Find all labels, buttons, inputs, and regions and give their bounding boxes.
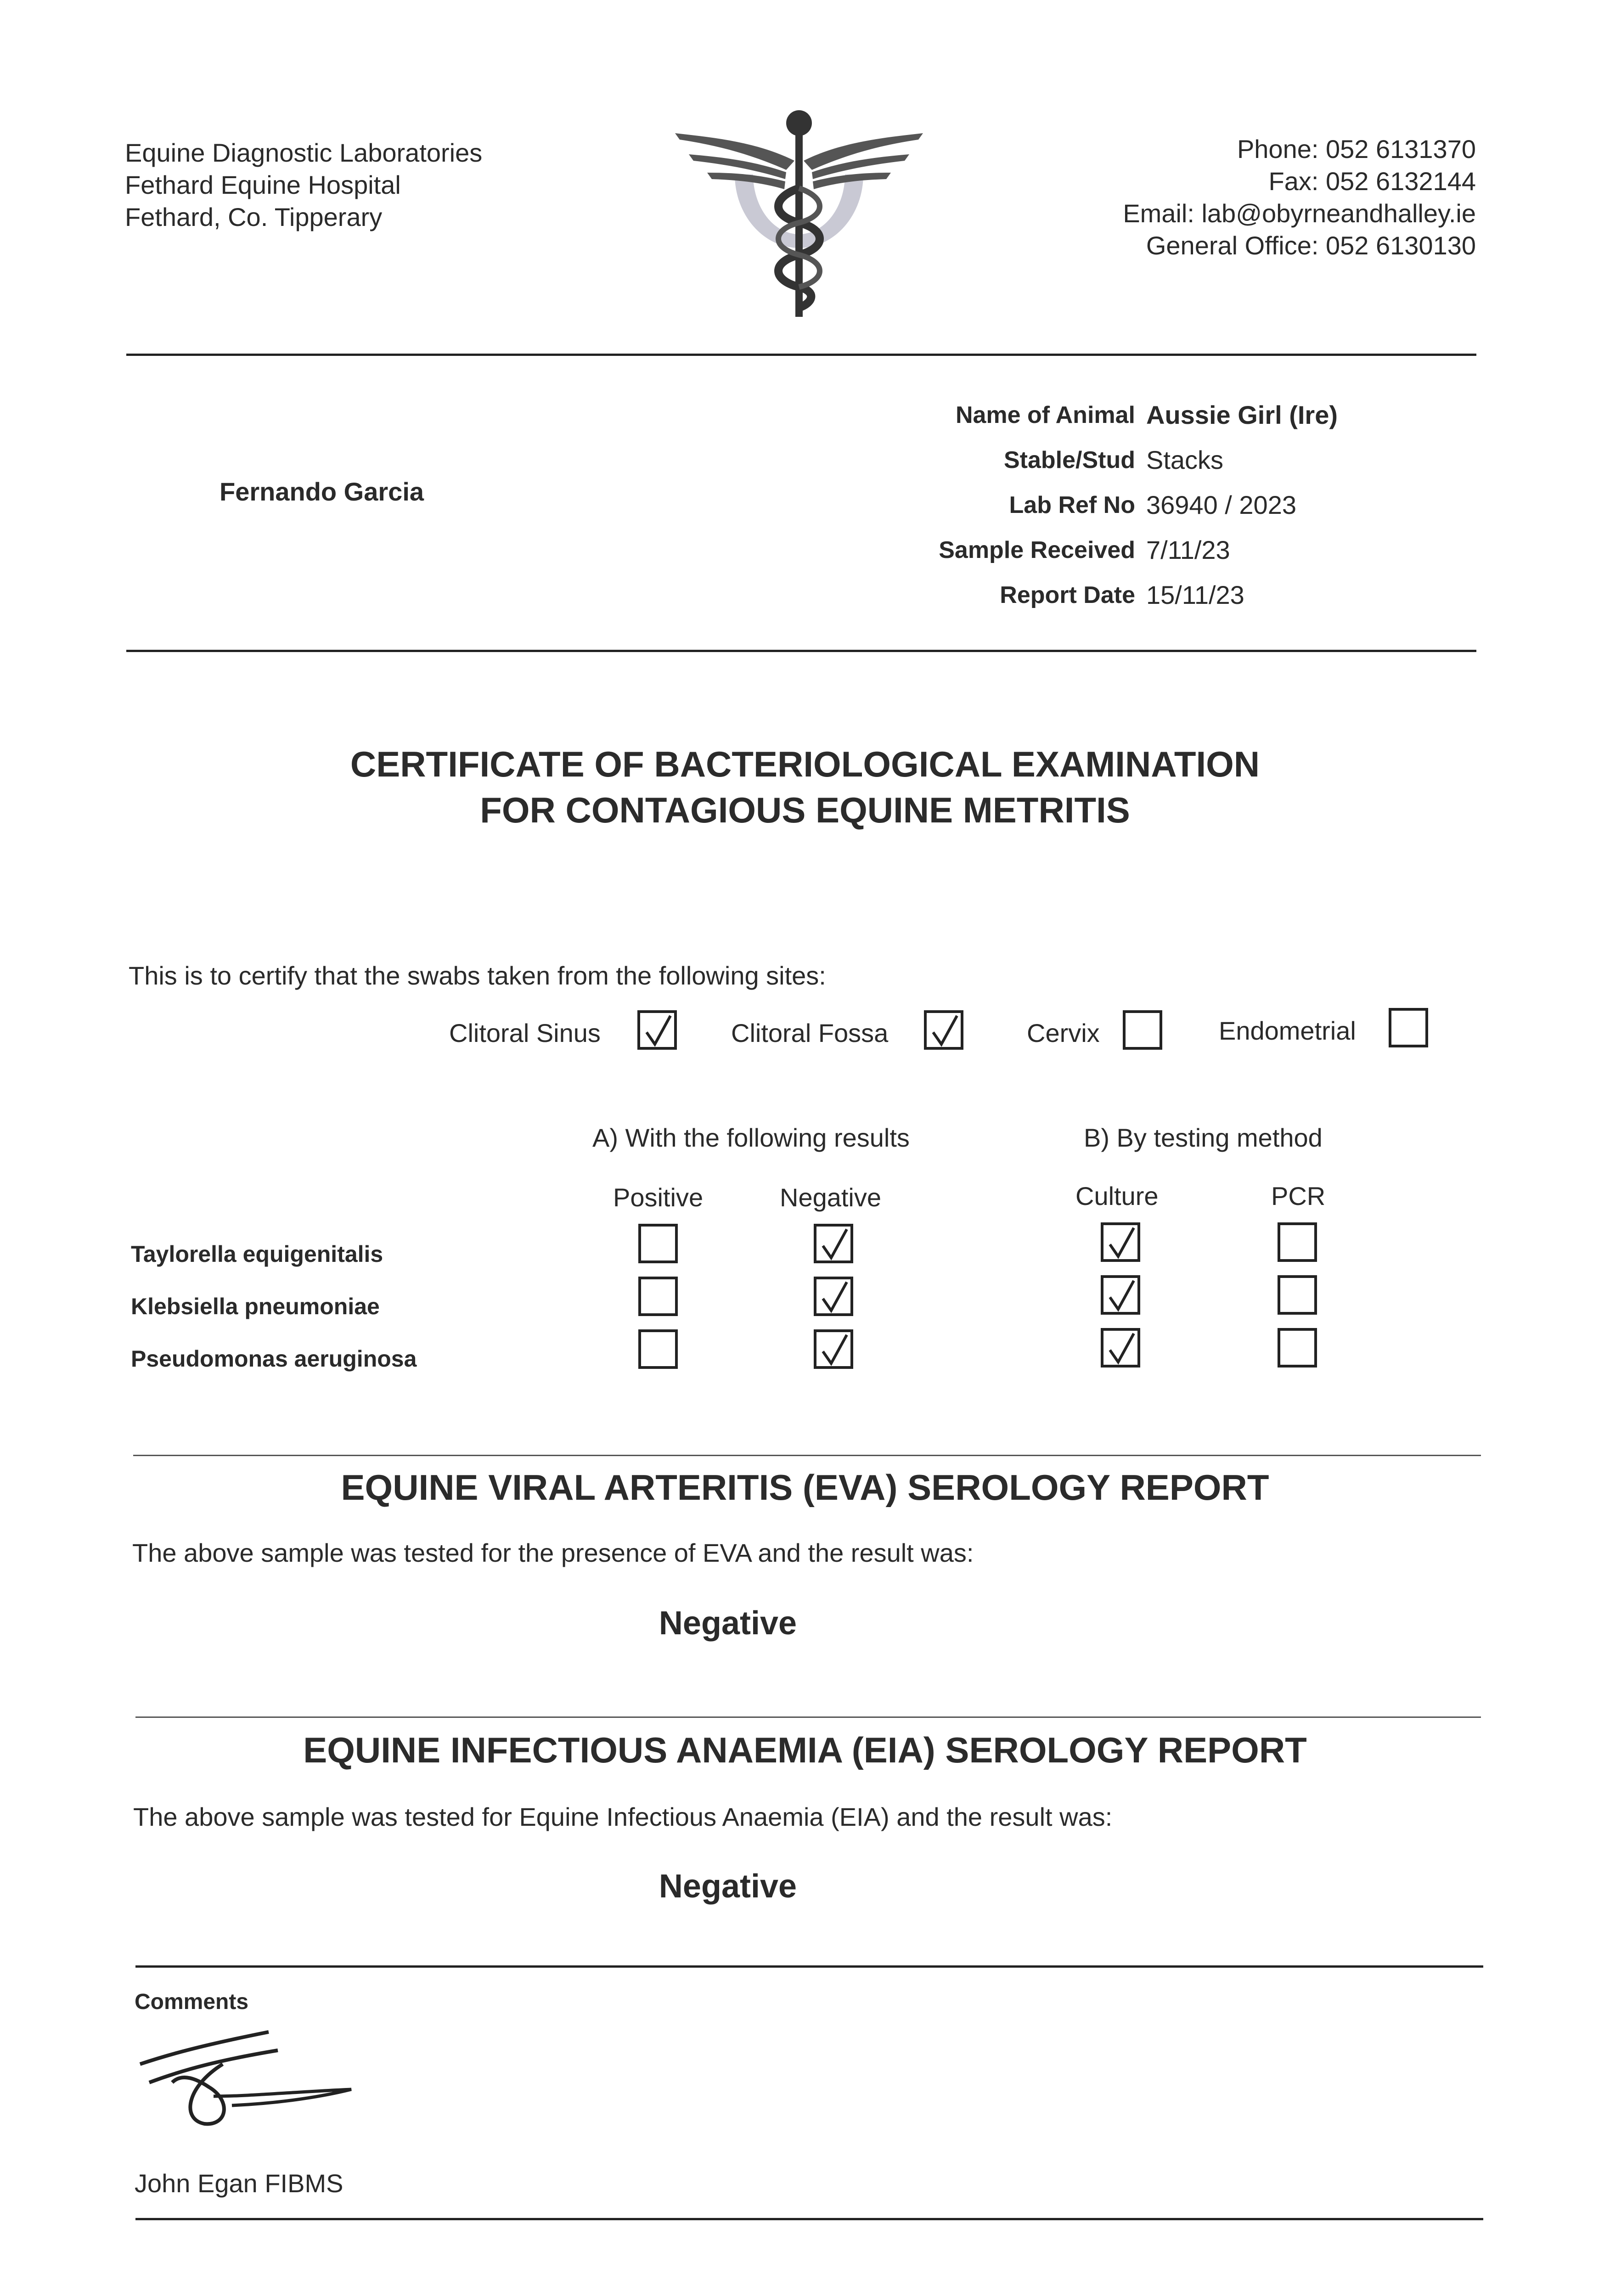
contact-office: General Office: 052 6130130 (1146, 231, 1476, 260)
positive-checkbox[interactable] (638, 1329, 678, 1369)
detail-value-reportdate: 15/11/23 (1146, 580, 1244, 609)
organism-name: Pseudomonas aeruginosa (131, 1346, 417, 1372)
detail-label-labref: Lab Ref No (1009, 492, 1135, 518)
site-checkbox-clitoral-sinus[interactable] (637, 1010, 677, 1050)
results-heading: A) With the following results (592, 1123, 910, 1152)
eva-title: EQUINE VIRAL ARTERITIS (EVA) SEROLOGY REPORT (341, 1467, 1269, 1508)
site-label-clitoral-fossa: Clitoral Fossa (731, 1019, 889, 1047)
detail-value-labref: 36940 / 2023 (1146, 490, 1296, 519)
contact-phone: Phone: 052 6131370 (1237, 135, 1476, 163)
site-checkbox-clitoral-fossa[interactable] (924, 1010, 963, 1050)
negative-checkbox[interactable] (814, 1329, 853, 1369)
negative-checkbox[interactable] (814, 1277, 853, 1316)
detail-label-animal: Name of Animal (955, 402, 1135, 428)
detail-label-received: Sample Received (939, 537, 1135, 563)
pcr-checkbox[interactable] (1278, 1275, 1317, 1315)
header-divider (126, 354, 1476, 356)
culture-checkbox[interactable] (1101, 1275, 1140, 1315)
positive-checkbox[interactable] (638, 1277, 678, 1316)
negative-checkbox[interactable] (814, 1224, 853, 1263)
column-positive: Positive (613, 1183, 704, 1212)
footer-divider (135, 2218, 1483, 2220)
detail-value-stable: Stacks (1146, 445, 1224, 474)
positive-checkbox[interactable] (638, 1224, 678, 1263)
eia-divider (135, 1965, 1483, 1968)
cem-title-line1: CERTIFICATE OF BACTERIOLOGICAL EXAMINATION (350, 744, 1260, 784)
column-pcr: PCR (1271, 1182, 1326, 1210)
column-culture: Culture (1075, 1182, 1159, 1210)
eva-divider (135, 1716, 1481, 1718)
cem-title-line2: FOR CONTAGIOUS EQUINE METRITIS (480, 790, 1130, 830)
details-divider (126, 650, 1476, 652)
contact-fax: Fax: 052 6132144 (1268, 167, 1476, 196)
culture-checkbox[interactable] (1101, 1222, 1140, 1262)
lab-name: Equine Diagnostic Laboratories (125, 138, 483, 167)
cem-divider (133, 1455, 1481, 1456)
site-label-clitoral-sinus: Clitoral Sinus (449, 1019, 601, 1047)
site-label-cervix: Cervix (1027, 1019, 1100, 1047)
method-heading: B) By testing method (1084, 1123, 1323, 1152)
pcr-checkbox[interactable] (1278, 1222, 1317, 1262)
detail-label-reportdate: Report Date (1000, 582, 1135, 608)
comments-label: Comments (135, 1990, 249, 2014)
organism-name: Klebsiella pneumoniae (131, 1294, 380, 1319)
lab-location: Fethard, Co. Tipperary (125, 203, 383, 231)
detail-value-received: 7/11/23 (1146, 535, 1230, 564)
cem-intro: This is to certify that the swabs taken from the following sites: (129, 961, 826, 990)
eva-result: Negative (659, 1605, 797, 1642)
lab-hospital: Fethard Equine Hospital (125, 170, 401, 199)
signatory-name: John Egan FIBMS (135, 2169, 343, 2198)
culture-checkbox[interactable] (1101, 1328, 1140, 1367)
contact-email: Email: lab@obyrneandhalley.ie (1123, 199, 1476, 228)
site-checkbox-cervix[interactable] (1123, 1010, 1162, 1050)
site-checkbox-endometrial[interactable] (1389, 1008, 1428, 1047)
caduceus-logo (666, 106, 932, 326)
detail-label-stable: Stable/Stud (1003, 447, 1135, 473)
site-label-endometrial: Endometrial (1219, 1016, 1356, 1045)
detail-value-animal: Aussie Girl (Ire) (1146, 400, 1338, 429)
client-name: Fernando Garcia (220, 477, 424, 506)
eia-text: The above sample was tested for Equine Infectious Anaemia (EIA) and the result was: (133, 1802, 1113, 1831)
eia-result: Negative (659, 1868, 797, 1905)
column-negative: Negative (780, 1183, 882, 1212)
signature-image (131, 2027, 370, 2138)
organism-name: Taylorella equigenitalis (131, 1241, 383, 1267)
eia-title: EQUINE INFECTIOUS ANAEMIA (EIA) SEROLOGY REPORT (303, 1730, 1307, 1770)
pcr-checkbox[interactable] (1278, 1328, 1317, 1367)
eva-text: The above sample was tested for the presence of EVA and the result was: (132, 1538, 974, 1567)
